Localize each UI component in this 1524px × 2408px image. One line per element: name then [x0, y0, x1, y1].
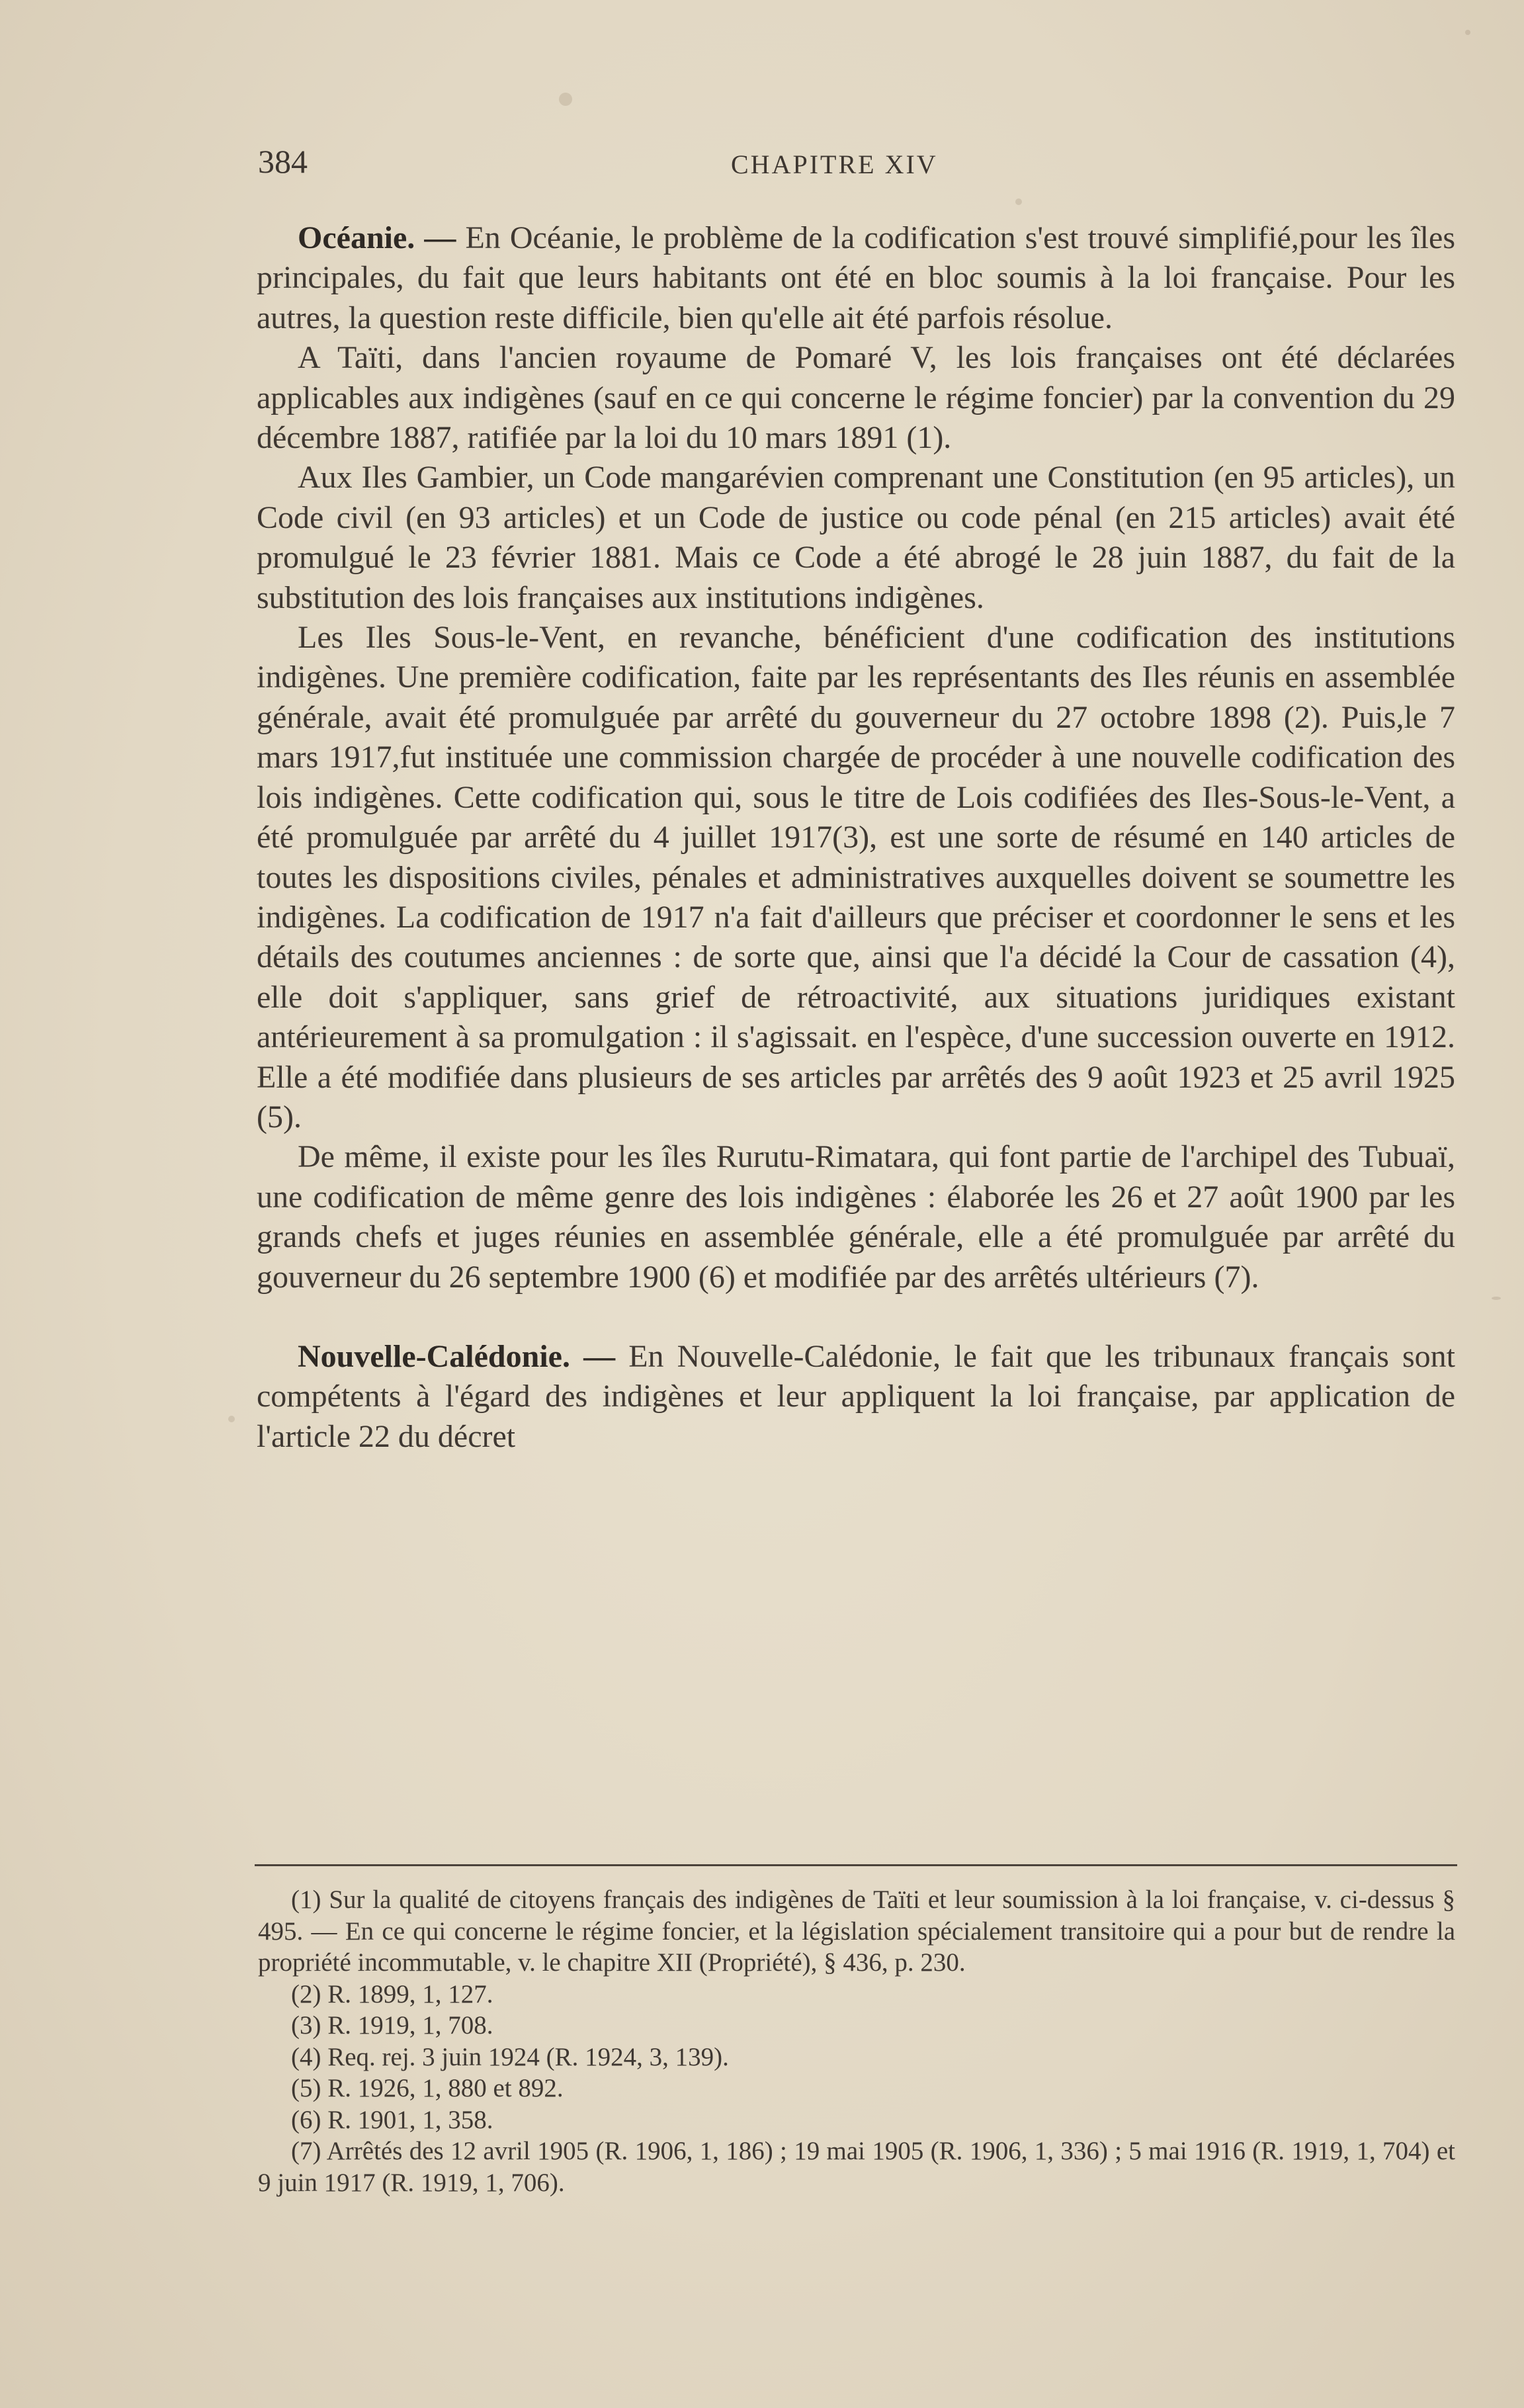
paragraph-text: A Taïti, dans l'ancien royaume de Pomaré V, les lois françaises ont été déclarées applicables aux indigènes (sauf en ce qui concerne le régime foncier) par la convention du 29 décembre 1887, ratifiée par la loi du 10 mars 1891 (1). — [257, 340, 1455, 456]
footnote-divider — [255, 1864, 1457, 1866]
footnote: (3) R. 1919, 1, 708. — [291, 2011, 493, 2040]
page-number: 384 — [258, 143, 308, 180]
paragraph-nouvelle-caledonie — [257, 1337, 1455, 1457]
paper-speck — [559, 93, 572, 106]
running-head: CHAPITRE XIV — [731, 150, 938, 179]
paragraph-oceanie — [257, 218, 1455, 338]
footnote: (4) Req. rej. 3 juin 1924 (R. 1924, 3, 139). — [291, 2042, 729, 2071]
footnote: (5) R. 1926, 1, 880 et 892. — [291, 2074, 564, 2102]
paragraph-rurutu — [257, 1137, 1455, 1297]
paper-speck — [1492, 1297, 1501, 1300]
paragraph-taiti — [257, 338, 1455, 458]
paper-speck — [1015, 198, 1022, 205]
footnote: (7) Arrêtés des 12 avril 1905 (R. 1906, 1, 186) ; 19 mai 1905 (R. 1906, 1, 336) ; 5 mai 1916 (R. 1919, 1, 704) et 9 juin 1917 (R. 1919, 1, 706). — [258, 2137, 1455, 2197]
main-text — [257, 218, 1455, 1457]
section-lead-nouvelle-caledonie: Nouvelle-Calédonie. — — [298, 1338, 616, 1374]
paper-speck — [1465, 30, 1470, 35]
paragraph-sous-le-vent — [257, 618, 1455, 1137]
paper-speck — [228, 1416, 235, 1422]
footnote: (1) Sur la qualité de citoyens français des indigènes de Taïti et leur soumission à la loi française, v. ci-dessus § 495. — En ce qui concerne le régime foncier, et la législation spécialement transitoire qui a pour but de rendre la propriété incommutable, v. le chapitre XII (Propriété), § 436, p. 230. — [258, 1885, 1455, 1977]
section-lead-oceanie: Océanie. — — [298, 220, 456, 255]
paragraph-text: En Nouvelle-Calédonie, le fait que les tribunaux français sont compétents à l'égard des indigènes et leur appliquent la loi française, par application de l'article 22 du décret — [257, 1338, 1456, 1454]
paragraph-text: En Océanie, le problème de la codification s'est trouvé simplifié,pour les îles principales, du fait que leurs habitants ont été en bloc soumis à la loi française. Pour les autres, la question reste difficile, bien qu'elle ait été parfois résolue. — [257, 220, 1456, 335]
paragraph-gambier — [257, 458, 1455, 618]
footnote: (2) R. 1899, 1, 127. — [291, 1979, 493, 2008]
page-header — [258, 142, 1455, 189]
footnotes — [258, 1884, 1455, 2198]
paragraph-text: Les Iles Sous-le-Vent, en revanche, bénéficient d'une codification des institutions indigènes. Une première codification, faite par les représentants des Iles réunis en assemblée générale, avait été promulguée par arrêté du gouverneur du 27 octobre 1898 (2). Puis,le 7 mars 1917,fut instituée une commission chargée de procéder à une nouvelle codification des lois indigènes. Cette codification qui, sous le titre de Lois codifiées des Iles-Sous-le-Vent, a été promulguée par arrêté du 4 juillet 1917(3), est une sorte de résumé en 140 articles de toutes les dispositions civiles, pénales et administratives auxquelles doivent se soumettre les indigènes. La codification de 1917 n'a fait d'ailleurs que préciser et coordonner le sens et les détails des coutumes anciennes : de sorte que, ainsi que l'a décidé la Cour de cassation (4), elle doit s'appliquer, sans grief de rétroactivité, aux situations juridiques existant antérieurement à sa promulgation : il s'agissait. en l'espèce, d'une succession ouverte en 1912. Elle a été modifiée dans plusieurs de ses articles par arrêtés des 9 août 1923 et 25 avril 1925 (5). — [257, 620, 1455, 1135]
paragraph-text: Aux Iles Gambier, un Code mangarévien comprenant une Constitution (en 95 articles), un Code civil (en 93 articles) et un Code de justice ou code pénal (en 215 articles) avait été promulgué le 23 février 1881. Mais ce Code a été abrogé le 28 juin 1887, du fait de la substitution des lois françaises aux institutions indigènes. — [257, 460, 1455, 615]
paragraph-text: De même, il existe pour les îles Rurutu-Rimatara, qui font partie de l'archipel des Tubuaï, une codification de même genre des lois indigènes : élaborée les 26 et 27 août 1900 par les grands chefs et juges réunies en assemblée générale, elle a été promulguée par arrêté du gouverneur du 26 septembre 1900 (6) et modifiée par des arrêtés ultérieurs (7). — [257, 1139, 1455, 1295]
footnote: (6) R. 1901, 1, 358. — [291, 2105, 493, 2134]
